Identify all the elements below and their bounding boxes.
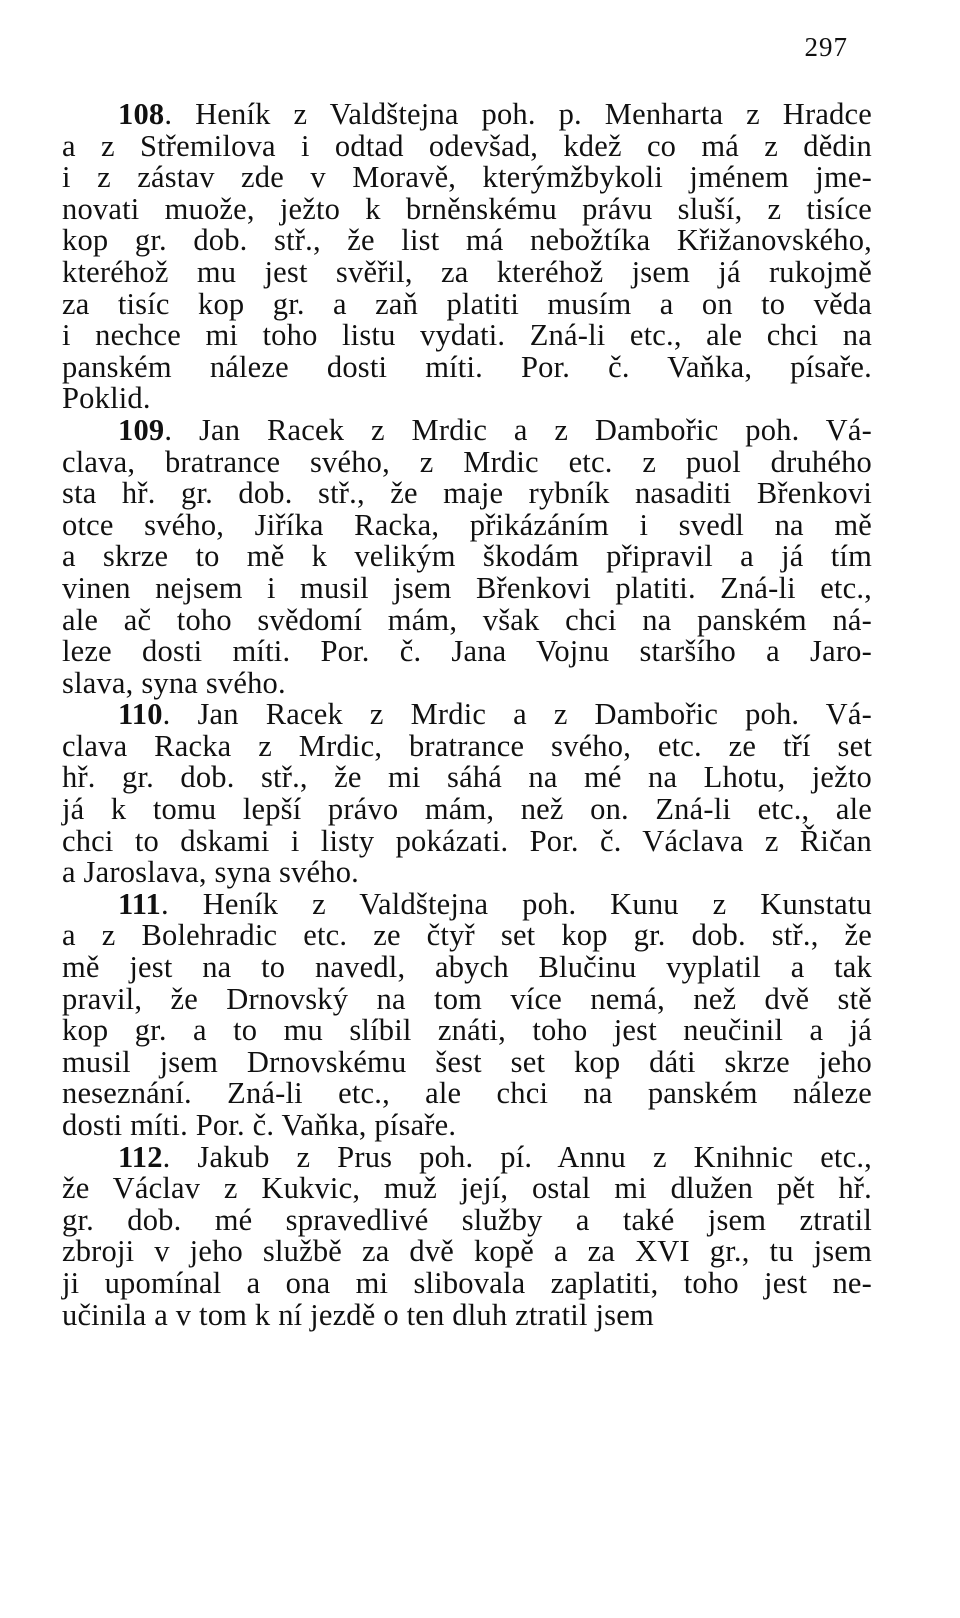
text-line: clava, bratrance svého, z Mrdic etc. z puol druhého: [62, 444, 872, 479]
text-line: ji upomínal a ona mi slibovala zaplatiti, toho jest ne-: [62, 1265, 872, 1300]
page-body: [62, 99, 872, 1331]
entry-112: [62, 1139, 872, 1332]
text-line: panském náleze dosti míti. Por. č. Vaňka, písaře.: [62, 349, 872, 384]
text-line: mě jest na to navedl, abych Blučinu vyplatil a tak: [62, 950, 872, 985]
entry-number: 110: [118, 697, 163, 732]
entry-number: 109: [118, 412, 165, 447]
text-line: kop gr. dob. stř., že list má nebožtíka Křižanovského,: [62, 223, 872, 258]
page-number: 297: [804, 32, 848, 62]
text-line: pravil, že Drnovský na tom více nemá, než dvě stě: [62, 981, 872, 1016]
text-line: vinen nejsem i musil jsem Břenkovi platiti. Zná-li etc.,: [62, 570, 872, 605]
text-line: učinila a v tom k ní jezdě o ten dluh ztratil jsem: [62, 1297, 654, 1332]
text-line: [62, 412, 872, 447]
text-line: a z Střemilova i odtad odevšad, kdež co má z dědin: [62, 128, 872, 163]
entry-number: 112: [118, 1139, 163, 1174]
text-line: i z zástav zde v Moravě, kterýmžbykoli jménem jme-: [62, 160, 872, 195]
text-line: kteréhož mu jest svěřil, za kteréhož jsem já rukojmě: [62, 254, 872, 289]
text-line: a Jaroslava, syna svého.: [62, 855, 360, 890]
entry-110: [62, 699, 872, 889]
text-line: Poklid.: [62, 381, 151, 416]
entry-text: . Jan Racek z Mrdic a z Dambořic poh. Vá-: [162, 697, 872, 732]
entry-text: . Jan Racek z Mrdic a z Dambořic poh. Vá-: [164, 412, 872, 447]
text-line: a skrze to mě k velikým škodám připravil a já tím: [62, 539, 872, 574]
text-line: [62, 99, 872, 131]
text-line: slava, syna svého.: [62, 665, 286, 700]
text-line: [62, 886, 872, 921]
text-line: otce svého, Jiříka Racka, přikázáním i svedl na mě: [62, 507, 872, 542]
text-line: zbroji v jeho službě za dvě kopě a za XVI gr., tu jsem: [62, 1234, 872, 1269]
entry-111: [62, 886, 872, 1142]
entry-109: [62, 412, 872, 700]
text-line: já k tomu lepší právo mám, než on. Zná-li etc., ale: [62, 792, 872, 827]
text-line: a z Bolehradic etc. ze čtyř set kop gr. dob. stř., že: [62, 918, 872, 953]
text-line: hř. gr. dob. stř., že mi sáhá na mé na Lhotu, ježto: [62, 760, 872, 795]
text-line: chci to dskami i listy pokázati. Por. č. Václava z Řičan: [62, 823, 872, 858]
text-line: musil jsem Drnovskému šest set kop dáti skrze jeho: [62, 1044, 872, 1079]
text-line: novati muože, ježto k brněnskému právu sluší, z tisíce: [62, 191, 872, 226]
entry-108: [62, 99, 872, 415]
text-line: kop gr. a to mu slíbil znáti, toho jest neučinil a já: [62, 1013, 872, 1048]
text-line: [62, 699, 872, 731]
text-line: leze dosti míti. Por. č. Jana Vojnu staršího a Jaro-: [62, 634, 872, 669]
entry-number: 108: [118, 97, 165, 131]
text-line: ale ač toho svědomí mám, však chci na panském ná-: [62, 602, 872, 637]
text-line: gr. dob. mé spravedlivé služby a také jsem ztratil: [62, 1202, 872, 1237]
text-line: [62, 1139, 872, 1174]
entry-text: . Heník z Valdštejna poh. Kunu z Kunstatu: [160, 886, 872, 921]
entry-text: . Jakub z Prus poh. pí. Annu z Knihnic etc.,: [162, 1139, 872, 1174]
text-line: neseznání. Zná-li etc., ale chci na panském náleze: [62, 1076, 872, 1111]
text-line: clava Racka z Mrdic, bratrance svého, etc. ze tří set: [62, 728, 872, 763]
text-line: i nechce mi toho listu vydati. Zná-li etc., ale chci na: [62, 318, 872, 353]
entry-text: . Heník z Valdštejna poh. p. Menharta z Hradce: [164, 97, 872, 131]
text-line: že Václav z Kukvic, muž její, ostal mi dlužen pět hř.: [62, 1171, 872, 1206]
entry-number: 111: [118, 886, 161, 921]
text-line: sta hř. gr. dob. stř., že maje rybník nasaditi Břenkovi: [62, 476, 872, 511]
text-line: za tisíc kop gr. a zaň platiti musím a on to věda: [62, 286, 872, 321]
text-line: dosti míti. Por. č. Vaňka, písaře.: [62, 1108, 457, 1142]
